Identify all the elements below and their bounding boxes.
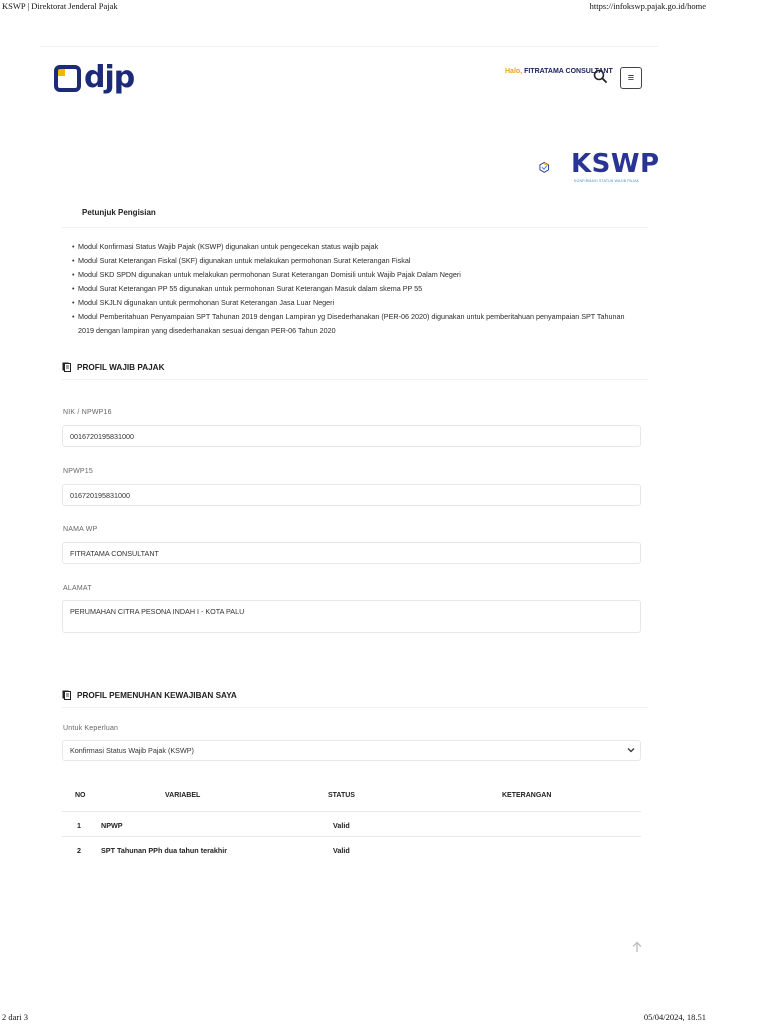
field-alamat[interactable]: PERUMAHAN CITRA PESONA INDAH I - KOTA PALU [62,600,641,633]
petunjuk-title: Petunjuk Pengisian [82,208,156,217]
section-title-profil-pemenuhan [62,690,237,700]
petunjuk-item: • Modul Pemberitahuan Penyampaian SPT Tahunan 2019 dengan Lampiran yg Disederhanakan (PER-06 2020) digunakan untuk pemberitahuan penyampaian SPT Tahunan 2019 dengan lampiran yang disederhanakan sesuai dengan PER-06 Tahun 2020 [72,310,642,338]
print-page-url: https://infokswp.pajak.go.id/home [589,1,706,11]
table-header-no: NO [75,792,86,799]
field-nama-wp[interactable]: FITRATAMA CONSULTANT [62,542,641,564]
petunjuk-item: • Modul Konfirmasi Status Wajib Pajak (KSWP) digunakan untuk pengecekan status wajib pajak [72,240,642,254]
field-nik[interactable]: 0016720195831000 [62,425,641,447]
table-cell-status: Valid [333,821,350,830]
header-divider [40,46,658,47]
search-icon[interactable] [593,69,607,83]
section-title-profil-wp [62,362,165,372]
print-footer [0,1012,768,1024]
petunjuk-item: • Modul SKJLN digunakan untuk permohonan Surat Keterangan Jasa Luar Negeri [72,296,642,310]
print-page-title: KSWP | Direktorat Jenderal Pajak [2,1,118,11]
field-label-npwp15: NPWP15 [63,468,93,475]
field-label-nama-wp: NAMA WP [63,526,98,533]
kswp-logo-text: KSWP [571,149,660,179]
section-title-text: PROFIL WAJIB PAJAK [77,362,165,372]
purpose-select[interactable] [62,740,641,761]
table-header-status: STATUS [328,792,355,799]
hamburger-menu-button[interactable] [620,67,642,89]
section-divider [62,379,648,380]
djp-logo-mark [54,65,81,92]
print-page-number: 2 dari 3 [2,1012,28,1022]
table-header-keterangan: KETERANGAN [502,792,552,799]
petunjuk-item: • Modul Surat Keterangan PP 55 digunakan untuk permohonan Surat Keterangan Masuk dalam skema PP 55 [72,282,642,296]
djp-logo[interactable] [54,62,134,94]
djp-logo-text: djp [84,60,135,95]
purpose-select-value: Konfirmasi Status Wajib Pajak (KSWP) [70,746,194,755]
greeting-label: Halo, [505,68,523,75]
user-name: FITRATAMA CONSULTANT [524,68,613,75]
petunjuk-divider [62,227,648,228]
table-row-divider [62,836,641,837]
field-label-nik: NIK / NPWP16 [63,409,112,416]
table-cell-variabel: NPWP [101,821,123,830]
purpose-label: Untuk Keperluan [63,725,119,732]
table-cell-variabel: SPT Tahunan PPh dua tahun terakhir [101,846,228,855]
table-cell-status: Valid [333,846,350,855]
field-label-alamat: ALAMAT [63,585,92,592]
petunjuk-item: • Modul SKD SPDN digunakan untuk melakukan permohonan Surat Keterangan Domisili untuk Wajib Pajak Dalam Negeri [72,268,642,282]
kswp-logo-mark [539,150,573,186]
petunjuk-item: • Modul Surat Keterangan Fiskal (SKF) digunakan untuk melakukan permohonan Surat Keterangan Fiskal [72,254,642,268]
section-title-text: PROFIL PEMENUHAN KEWAJIBAN SAYA [77,690,237,700]
hamburger-icon: ≡ [627,72,635,84]
table-cell-no: 1 [77,821,81,830]
kswp-logo-subtitle: KONFIRMASI STATUS WAJIB PAJAK [574,179,640,183]
field-npwp15[interactable]: 016720195831000 [62,484,641,506]
table-header-variabel: VARIABEL [165,792,201,799]
document-icon [62,690,71,700]
table-cell-no: 2 [77,846,81,855]
petunjuk-list [72,240,642,338]
chevron-down-icon [626,745,636,755]
arrow-up-icon[interactable] [631,941,643,953]
section-divider [62,707,648,708]
print-datetime: 05/04/2024, 18.51 [643,1012,706,1022]
table-header-divider [62,811,641,812]
document-icon [62,362,71,372]
print-header [0,0,768,12]
